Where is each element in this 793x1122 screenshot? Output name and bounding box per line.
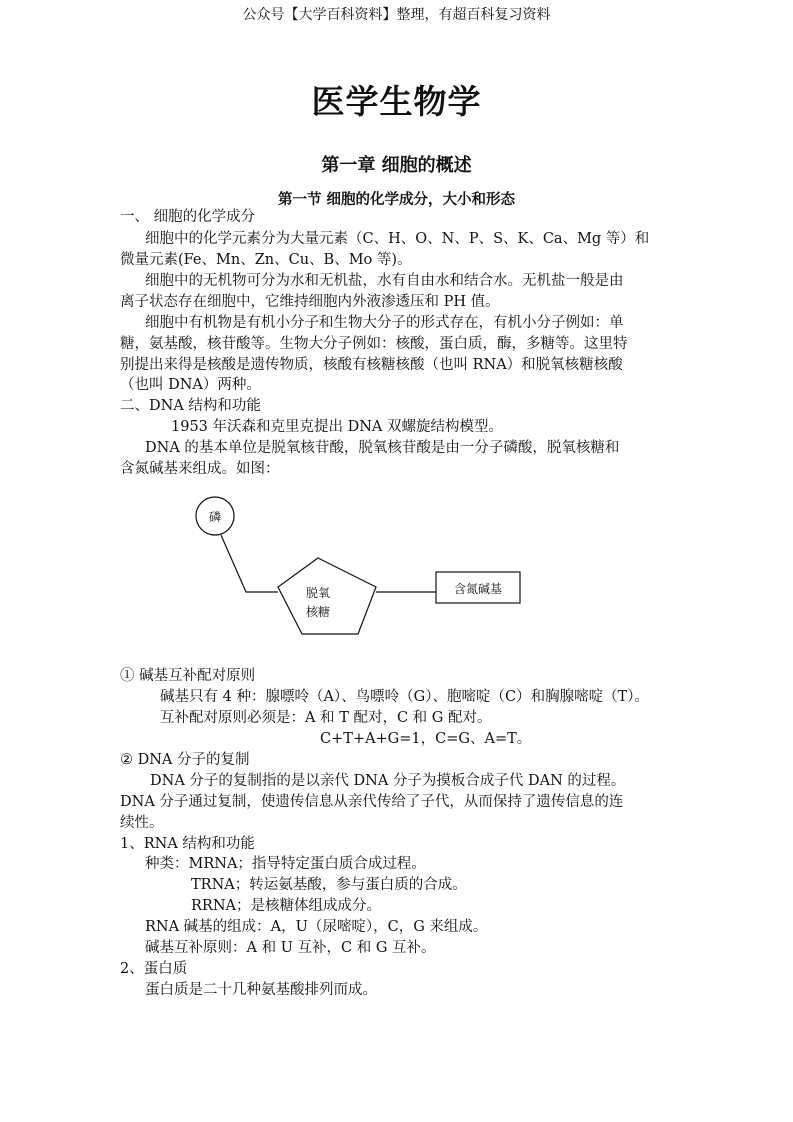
protein-heading: 2、蛋白质 xyxy=(120,961,188,977)
replication-line1: DNA 分子的复制指的是以亲代 DNA 分子为摸板合成子代 DAN 的过程。 xyxy=(150,773,626,789)
page-title: 医学生物学 xyxy=(311,82,482,121)
rna-type-trna: TRNA；转运氨基酸，参与蛋白质的合成。 xyxy=(191,877,467,893)
rna-composition: RNA 碱基的组成：A，U（尿嘧啶），C，G 来组成。 xyxy=(145,919,488,935)
pairing-line2: 互补配对原则必须是：A 和 T 配对，C 和 G 配对。 xyxy=(160,710,492,726)
rna-pairing: 碱基互补原则：A 和 U 互补，C 和 G 互补。 xyxy=(145,940,436,956)
pairing-formula: C+T+A+G=1，C=G、A=T。 xyxy=(320,731,532,747)
deoxyribose-label-line2: 核糖 xyxy=(305,605,331,619)
phosphate-label: 磷 xyxy=(208,510,222,524)
section-title: 第一节 细胞的化学成分，大小和形态 xyxy=(277,191,516,208)
pairing-line1: 碱基只有 4 种：腺嘌呤（A）、鸟嘌呤（G）、胞嘧啶（C）和胸腺嘧啶（T）。 xyxy=(160,689,650,705)
replication-heading: ② DNA 分子的复制 xyxy=(120,752,250,768)
rna-type-mrna: 种类：MRNA；指导特定蛋白质合成过程。 xyxy=(145,856,426,872)
chapter-title: 第一章 细胞的概述 xyxy=(321,155,472,176)
part1-heading: 一、 细胞的化学成分 xyxy=(120,209,256,225)
replication-line2: DNA 分子通过复制，使遗传信息从亲代传给了子代，从而保持了遗传信息的连 xyxy=(120,794,624,810)
part2-p2-line2: 含氮碱基来组成。如图： xyxy=(120,461,280,477)
part2-p2-line1: DNA 的基本单位是脱氧核苷酸，脱氧核苷酸是由一分子磷酸，脱氧核糖和 xyxy=(145,440,620,456)
deoxyribose-label-line1: 脱氧 xyxy=(305,586,331,600)
part1-p3-line2: 糖，氨基酸，核苷酸等。生物大分子例如：核酸，蛋白质，酶，多糖等。这里特 xyxy=(120,336,628,352)
page-header: 公众号【大学百科资料】整理，有超百科复习资料 xyxy=(242,7,551,23)
part2-p1: 1953 年沃森和克里克提出 DNA 双螺旋结构模型。 xyxy=(171,419,504,435)
nitrogenous-base-label: 含氮碱基 xyxy=(453,582,503,596)
nucleotide-diagram xyxy=(180,490,540,650)
part1-p3-line1: 细胞中有机物是有机小分子和生物大分子的形式存在，有机小分子例如：单 xyxy=(145,315,624,331)
phosphate-bond-line xyxy=(221,535,278,592)
part1-p3-line3: 别提出来得是核酸是遗传物质，核酸有核糖核酸（也叫 RNA）和脱氧核糖核酸 xyxy=(120,357,623,373)
protein-line: 蛋白质是二十几种氨基酸排列而成。 xyxy=(145,982,377,998)
part1-p2-line2: 离子状态存在细胞中，它维持细胞内外液渗透压和 PH 值。 xyxy=(120,294,500,310)
part1-p1-line1: 细胞中的化学元素分为大量元素（C、H、O、N、P、S、K、Ca、Mg 等）和 xyxy=(145,231,650,247)
part2-heading: 二、DNA 结构和功能 xyxy=(120,398,261,414)
rna-heading: 1、RNA 结构和功能 xyxy=(120,836,255,852)
part1-p1-line2: 微量元素(Fe、Mn、Zn、Cu、B、Mo 等)。 xyxy=(120,252,412,268)
part1-p2-line1: 细胞中的无机物可分为水和无机盐，水有自由水和结合水。无机盐一般是由 xyxy=(145,273,624,289)
replication-line3: 续性。 xyxy=(120,815,164,831)
part1-p3-line4: （也叫 DNA）两种。 xyxy=(120,377,261,393)
pairing-heading: ① 碱基互补配对原则 xyxy=(120,668,256,684)
rna-type-rrna: RRNA；是核糖体组成成分。 xyxy=(191,898,381,914)
